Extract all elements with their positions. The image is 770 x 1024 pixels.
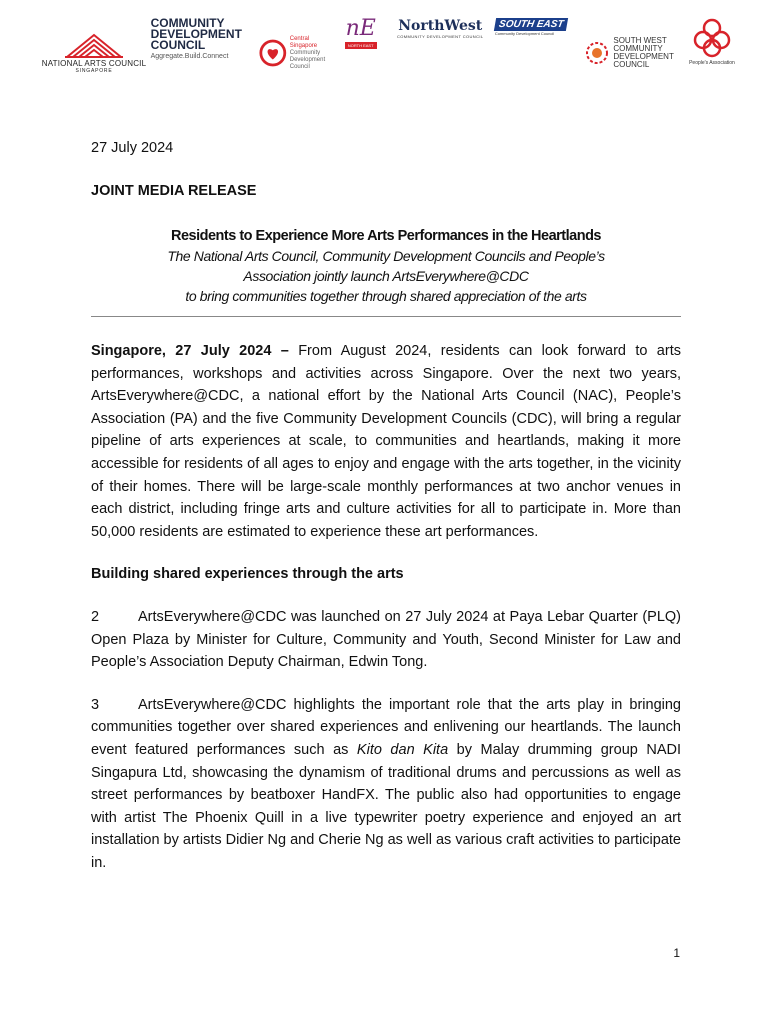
subhead-line1: The National Arts Council, Community Development Councils and People’s bbox=[167, 248, 605, 264]
northwest-sub: COMMUNITY DEVELOPMENT COUNCIL bbox=[396, 34, 484, 39]
cdc-logo bbox=[151, 18, 249, 88]
headline-block bbox=[91, 228, 681, 306]
central-line1: Central bbox=[289, 35, 310, 42]
paragraph-3-number: 3 bbox=[91, 696, 100, 713]
cdc-line3: COUNCIL bbox=[150, 38, 206, 52]
southwest-line1: SOUTH WEST bbox=[613, 36, 667, 45]
cdc-tagline: Aggregate.Build.Connect bbox=[150, 53, 229, 60]
southwest-cdc-logo bbox=[585, 18, 675, 88]
paragraph-3-text-a: ArtsEverywhere@CDC highlights the important role that the arts play in bringing communities together over shared experiences and enlivening our heartlands. The launch event featured performances such as bbox=[91, 696, 681, 758]
northwest-cdc-logo bbox=[396, 18, 484, 88]
headline: Residents to Experience More Arts Performances in the Heartlands bbox=[171, 228, 601, 244]
release-label: JOINT MEDIA RELEASE bbox=[91, 183, 257, 199]
northeast-cdc-logo bbox=[336, 18, 386, 88]
subhead-line3: to bring communities together through shared appreciation of the arts bbox=[185, 288, 587, 304]
paragraph-1 bbox=[91, 340, 681, 543]
cdc-line2: DEVELOPMENT bbox=[150, 27, 242, 41]
central-line5: Council bbox=[289, 63, 310, 70]
paragraph-2 bbox=[91, 606, 681, 674]
paragraph-2-number: 2 bbox=[91, 608, 100, 625]
nac-emblem-icon bbox=[63, 33, 125, 59]
dateline: Singapore, 27 July 2024 – bbox=[91, 343, 289, 359]
pa-logo bbox=[686, 18, 738, 88]
nac-sub: SINGAPORE bbox=[75, 67, 113, 74]
central-line4: Development bbox=[289, 56, 326, 63]
page-number: 1 bbox=[673, 946, 680, 960]
sunburst-icon bbox=[585, 41, 609, 65]
pa-emblem-icon bbox=[692, 18, 732, 58]
southeast-cdc-logo bbox=[495, 18, 575, 88]
northwest-name: NorthWest bbox=[398, 18, 483, 34]
divider bbox=[91, 316, 681, 317]
southeast-name: SOUTH EAST bbox=[494, 18, 569, 31]
paragraph-1-text: From August 2024, residents can look forward to arts performances, workshops and activities across Singapore. Over the next two years, ArtsEverywhere@CDC, a national effort by the National Arts Council (NAC), People’s Association (PA) and the five Community Development Councils (CDC), will bring a regular pipeline of arts experiences at scale, to communities and heartlands, making it more accessible for residents of all ages to enjoy and engage with the arts together, in the vicinity of their homes. There will be large-scale monthly performances at two anchor venues in each district, including fringe arts and culture activities for all to participate in. More than 50,000 residents are estimated to experience these art performances. bbox=[91, 343, 681, 540]
northeast-band: NORTH EAST bbox=[345, 42, 377, 49]
southwest-line4: COUNCIL bbox=[613, 60, 650, 69]
southwest-line3: DEVELOPMENT bbox=[613, 52, 674, 61]
central-line3: Community bbox=[289, 49, 321, 56]
southeast-sub: Community Development Council bbox=[494, 31, 555, 36]
pa-name: People's Association bbox=[689, 60, 735, 66]
central-cdc-logo bbox=[259, 18, 325, 88]
northeast-mark: nE bbox=[345, 16, 376, 41]
cdc-line1: COMMUNITY bbox=[150, 16, 225, 30]
section-heading: Building shared experiences through the arts bbox=[91, 566, 404, 583]
nac-name: NATIONAL ARTS COUNCIL bbox=[41, 58, 147, 68]
body-text bbox=[91, 340, 681, 874]
paragraph-3-italic: Kito dan Kita bbox=[356, 741, 449, 758]
heart-icon bbox=[259, 38, 287, 68]
logo-banner bbox=[41, 16, 738, 88]
paragraph-2-text: ArtsEverywhere@CDC was launched on 27 July 2024 at Paya Lebar Quarter (PLQ) Open Plaza by Minister for Culture, Community and Youth, Second Minister for Law and People’s Association Deputy Chairman, Edwin Tong. bbox=[91, 608, 681, 671]
paragraph-3 bbox=[91, 694, 681, 875]
nac-logo bbox=[41, 18, 147, 88]
southwest-line2: COMMUNITY bbox=[613, 44, 663, 53]
paragraph-3-text-b: by Malay drumming group NADI Singapura Ltd, showcasing the dynamism of traditional drums and percussions as well as street performances by beatboxer HandFX. The public also had opportunities to engage with artist The Phoenix Quill in a live typewriter poetry experience and enjoyed an art installation by artists Didier Ng and Cherie Ng as well as various craft activities to participate in. bbox=[91, 741, 681, 871]
central-line2: Singapore bbox=[289, 42, 318, 49]
release-date: 27 July 2024 bbox=[91, 140, 174, 156]
subhead-line2: Association jointly launch ArtsEverywhere@CDC bbox=[243, 268, 529, 284]
